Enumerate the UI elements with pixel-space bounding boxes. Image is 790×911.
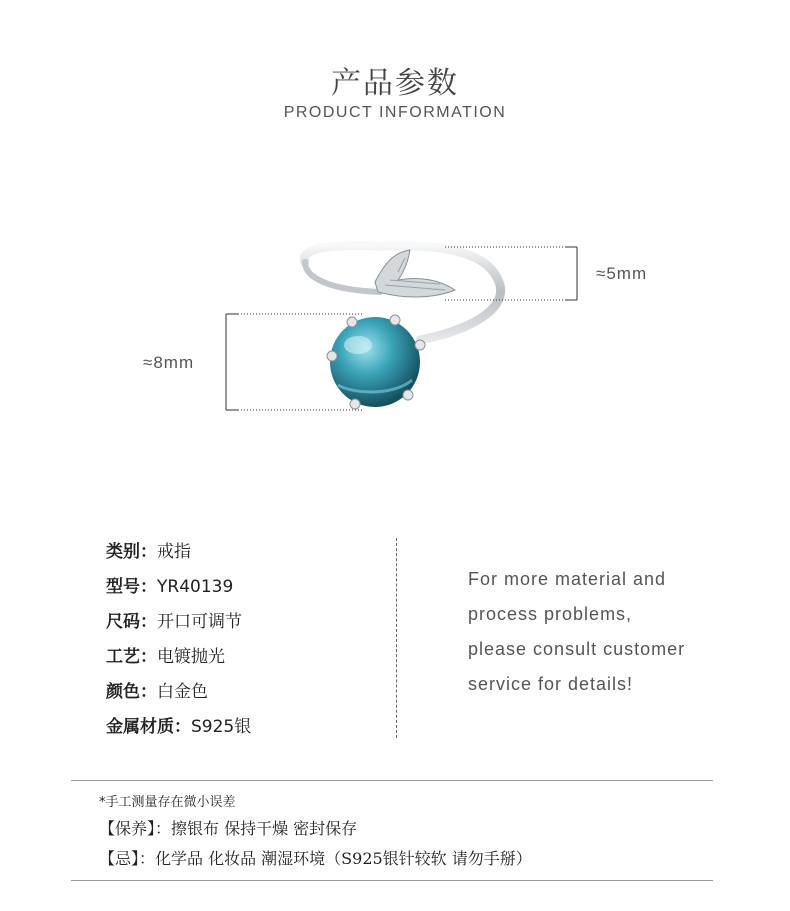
divider-top bbox=[71, 780, 713, 781]
vertical-divider bbox=[396, 538, 397, 738]
consult-line: For more material and bbox=[468, 569, 667, 589]
consult-line: process problems, bbox=[468, 604, 633, 624]
mermaid-tail-icon bbox=[375, 250, 455, 297]
spec-key: 型号： bbox=[106, 577, 157, 597]
spec-value: 白金色 bbox=[157, 682, 208, 702]
page-title-en: PRODUCT INFORMATION bbox=[283, 104, 507, 121]
dimension-label-stone: ≈8mm bbox=[143, 353, 195, 372]
spec-list bbox=[106, 540, 251, 750]
avoid-instructions: 【忌】：化学品 化妆品 潮湿环境（S925银针较软 请勿手掰） bbox=[99, 849, 532, 868]
spec-row-size bbox=[106, 610, 251, 645]
spec-key: 类别： bbox=[106, 542, 157, 562]
spec-value: 戒指 bbox=[157, 542, 191, 562]
spec-row-color bbox=[106, 680, 251, 715]
spec-row-material bbox=[106, 715, 251, 750]
dimension-label-band: ≈5mm bbox=[596, 264, 648, 283]
spec-row-model bbox=[106, 575, 251, 610]
spec-key: 尺码： bbox=[106, 612, 157, 632]
spec-row-category bbox=[106, 540, 251, 575]
ring-illustration bbox=[0, 200, 790, 460]
care-instructions: 【保养】：擦银布 保持干燥 密封保存 bbox=[99, 819, 358, 838]
measure-note: *手工测量存在微小误差 bbox=[99, 795, 236, 810]
spec-key: 金属材质： bbox=[106, 717, 191, 737]
spec-row-craft bbox=[106, 645, 251, 680]
spec-value: YR40139 bbox=[157, 577, 234, 597]
consult-message bbox=[468, 562, 768, 702]
consult-line: service for details! bbox=[468, 674, 634, 694]
consult-line: please consult customer bbox=[468, 639, 686, 659]
divider-bottom bbox=[71, 880, 713, 881]
spec-key: 颜色： bbox=[106, 682, 157, 702]
page-title-cn: 产品参数 bbox=[331, 66, 459, 101]
spec-value: 开口可调节 bbox=[157, 612, 242, 632]
spec-value: S925银 bbox=[191, 717, 252, 737]
spec-value: 电镀抛光 bbox=[157, 647, 225, 667]
spec-key: 工艺： bbox=[106, 647, 157, 667]
